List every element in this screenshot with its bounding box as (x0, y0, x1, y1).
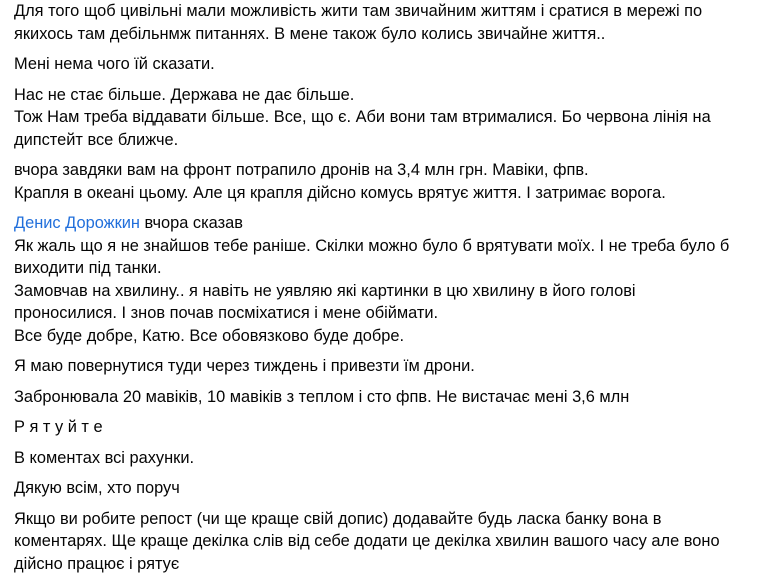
paragraph (14, 477, 744, 500)
text-line: Р я т у й т е (14, 416, 744, 439)
text-line: Замовчав на хвилину.. я навіть не уявляю які картинки в цю хвилину в його голові (14, 280, 744, 303)
text-line: Якщо ви робите репост (чи ще краще свій допис) додавайте будь ласка банку вона в (14, 508, 744, 531)
paragraph (14, 159, 744, 204)
quote-paragraph (14, 212, 744, 347)
paragraph (14, 447, 744, 470)
paragraph (14, 416, 744, 439)
text-line: якихось там дебільнмж питаннях. В мене також було колись звичайне життя.. (14, 23, 744, 46)
paragraph (14, 53, 744, 76)
paragraph (14, 84, 744, 152)
text-line: вчора завдяки вам на фронт потрапило дронів на 3,4 млн грн. Мавіки, фпв. (14, 159, 744, 182)
text-line: коментарях. Ще краще декілка слів від себе додати це декілка хвилин вашого часу але воно (14, 530, 744, 553)
text-line: Як жаль що я не знайшов тебе раніше. Скілки можно було б врятувати моїх. І не треба було б (14, 235, 744, 258)
mention-suffix: вчора сказав (140, 214, 243, 232)
paragraph (14, 508, 744, 575)
text-line: Все буде добре, Катю. Все обовязково буде добре. (14, 325, 744, 348)
text-line: В коментах всі рахунки. (14, 447, 744, 470)
text-line: дипстейт все ближче. (14, 129, 744, 152)
text-line: Дякую всім, хто поруч (14, 477, 744, 500)
text-line: Тож Нам треба віддавати більше. Все, що є. Аби вони там втрималися. Бо червона лінія на (14, 106, 744, 129)
paragraph (14, 386, 744, 409)
text-line: Крапля в океані цьому. Але ця крапля дійсно комусь врятує життя. І затримає ворога. (14, 182, 744, 205)
text-line: Забронювала 20 мавіків, 10 мавіків з теплом і сто фпв. Не вистачає мені 3,6 млн (14, 386, 744, 409)
text-line: дійсно працює і рятує (14, 553, 744, 575)
paragraph (14, 355, 744, 378)
text-line: Мені нема чого їй сказати. (14, 53, 744, 76)
text-line: виходити під танки. (14, 257, 744, 280)
text-line: Нас не стає більше. Держава не дає більше. (14, 84, 744, 107)
text-line: Для того щоб цивільні мали можливість жити там звичайним життям і сратися в мережі по (14, 0, 744, 23)
paragraph (14, 0, 744, 45)
text-line: проносилися. І знов почав посміхатися і мене обіймати. (14, 302, 744, 325)
profile-mention-link[interactable]: Денис Дорожкин (14, 214, 140, 232)
text-line: Я маю повернутися туди через тиждень і привезти їм дрони. (14, 355, 744, 378)
mention-line (14, 212, 744, 235)
